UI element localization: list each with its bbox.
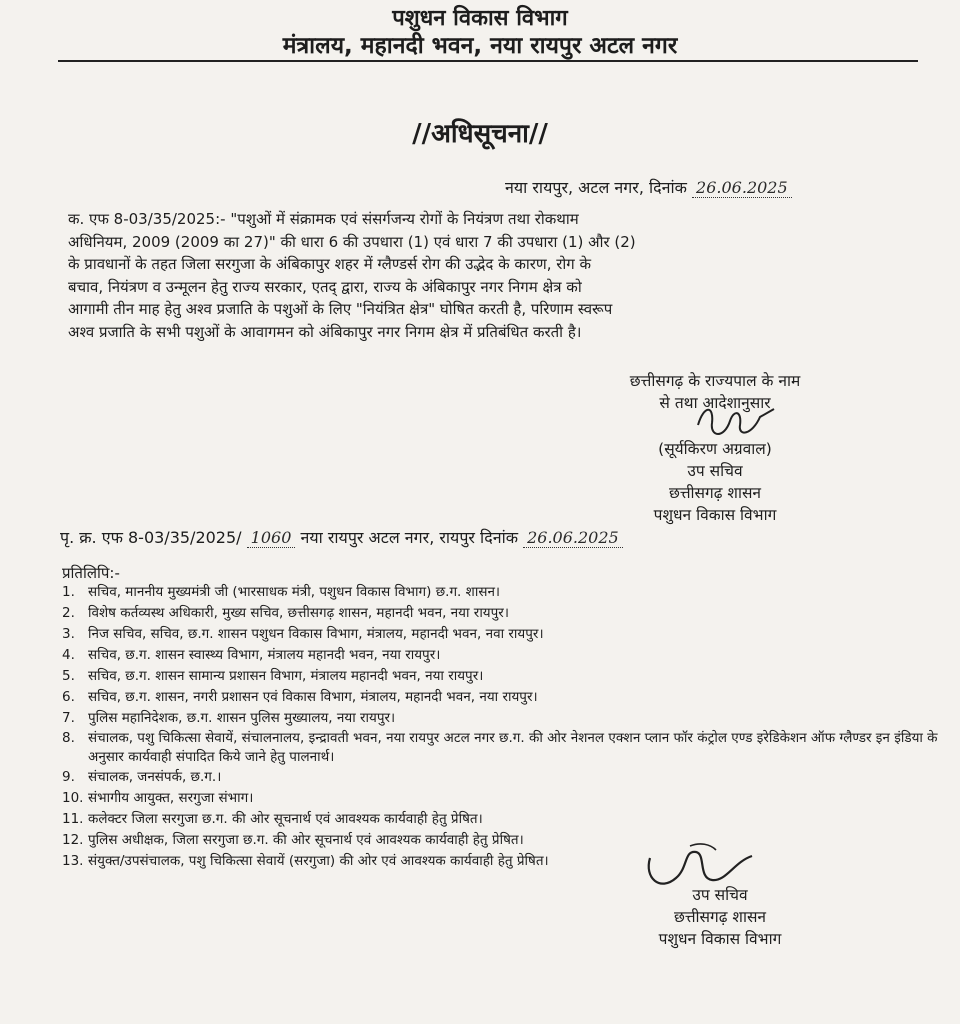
cc-item-num: 10. [62, 790, 84, 806]
notification-title: //अधिसूचना// [412, 119, 548, 149]
cc-list [62, 582, 942, 872]
signatory-2-govt: छत्तीसगढ़ शासन [673, 908, 767, 926]
dateline-text: नया रायपुर, अटल नगर, दिनांक [505, 178, 687, 197]
dateline-date: 26.06.2025 [692, 178, 792, 198]
signatory-block-2 [600, 884, 840, 950]
cc-item [62, 851, 942, 872]
cc-item-num: 13. [62, 853, 84, 869]
signatory-governor-line: छत्तीसगढ़ के राज्यपाल के नाम [629, 372, 801, 390]
cc-item-num: 4. [62, 647, 75, 663]
cc-item [62, 767, 942, 788]
cc-item-num: 9. [62, 769, 75, 785]
cc-item-text: निज सचिव, सचिव, छ.ग. शासन पशुधन विकास विभाग, मंत्रालय, महानदी भवन, नवा रायपुर। [88, 626, 544, 642]
cc-item [62, 809, 942, 830]
signatory-2-dept: पशुधन विकास विभाग [658, 930, 782, 948]
reference-number: 1060 [247, 528, 296, 548]
reference-date: 26.06.2025 [523, 528, 623, 548]
cc-item-text: सचिव, माननीय मुख्यमंत्री जी (भारसाधक मंत्री, पशुधन विकास विभाग) छ.ग. शासन। [88, 584, 501, 600]
body-line: अश्व प्रजाति के सभी पशुओं के आवागमन को अंबिकापुर नगर निगम क्षेत्र में प्रतिबंधित करती है। [68, 322, 582, 341]
cc-item [62, 729, 942, 767]
cc-item-num: 12. [62, 832, 84, 848]
signatory-block-1 [560, 370, 870, 526]
cc-item-text: सचिव, छ.ग. शासन स्वास्थ्य विभाग, मंत्रालय महानदी भवन, नया रायपुर। [88, 647, 441, 663]
cc-item-num: 11. [62, 811, 84, 827]
cc-item [62, 666, 942, 687]
reference-line [60, 526, 930, 548]
cc-item [62, 582, 942, 603]
cc-item-num: 5. [62, 668, 75, 684]
signatory-order-line: से तथा आदेशानुसार [659, 394, 771, 412]
cc-item-text: कलेक्टर जिला सरगुजा छ.ग. की ओर सूचनार्थ एवं आवश्यक कार्यवाही हेतु प्रेषित। [88, 811, 483, 827]
signatory-dept: पशुधन विकास विभाग [653, 506, 777, 524]
cc-item-num: 8. [62, 730, 75, 746]
cc-item [62, 708, 942, 729]
cc-item [62, 830, 942, 851]
cc-item [62, 624, 942, 645]
cc-item-text: पुलिस अधीक्षक, जिला सरगुजा छ.ग. की ओर सूचनार्थ एवं आवश्यक कार्यवाही हेतु प्रेषित। [88, 832, 524, 848]
signatory-designation: उप सचिव [687, 462, 743, 480]
reference-prefix: पृ. क्र. एफ 8-03/35/2025/ [60, 528, 242, 547]
cc-item-num: 3. [62, 626, 75, 642]
cc-item [62, 603, 942, 624]
cc-item [62, 645, 942, 666]
cc-item-text: सचिव, छ.ग. शासन, नगरी प्रशासन एवं विकास विभाग, मंत्रालय, महानदी भवन, नया रायपुर। [88, 689, 538, 705]
notification-body [68, 208, 908, 343]
cc-item [62, 788, 942, 809]
cc-item [62, 687, 942, 708]
cc-item-text: संचालक, जनसंपर्क, छ.ग.। [88, 769, 222, 785]
cc-item-num: 7. [62, 710, 75, 726]
body-line: बचाव, नियंत्रण व उन्मूलन हेतु राज्य सरकार, एतद् द्वारा, राज्य के अंबिकापुर नगर निगम क्षेत्र को [68, 277, 582, 296]
cc-item-text: संभागीय आयुक्त, सरगुजा संभाग। [88, 790, 254, 806]
reference-place: नया रायपुर अटल नगर, रायपुर दिनांक [300, 528, 519, 547]
cc-item-text: विशेष कर्तव्यस्थ अधिकारी, मुख्य सचिव, छत्तीसगढ़ शासन, महानदी भवन, नया रायपुर। [88, 605, 509, 621]
dateline [505, 176, 792, 198]
signatory-name: (सूर्यकिरण अग्रवाल) [658, 440, 772, 458]
cc-item-num: 1. [62, 584, 75, 600]
signatory-govt: छत्तीसगढ़ शासन [668, 484, 762, 502]
cc-item-text: सचिव, छ.ग. शासन सामान्य प्रशासन विभाग, मंत्रालय महानदी भवन, नया रायपुर। [88, 668, 484, 684]
ministry-address: मंत्रालय, महानदी भवन, नया रायपुर अटल नगर [282, 33, 678, 59]
cc-item-text: पुलिस महानिदेशक, छ.ग. शासन पुलिस मुख्यालय, नया रायपुर। [88, 710, 396, 726]
cc-item-text: संयुक्त/उपसंचालक, पशु चिकित्सा सेवायें (सरगुजा) की ओर एवं आवश्यक कार्यवाही हेतु प्रेषित। [88, 853, 549, 869]
cc-item-text: संचालक, पशु चिकित्सा सेवायें, संचालनालय, इन्द्रावती भवन, नया रायपुर अटल नगर छ.ग. की ओर नेशनल एक्शन प्लान फॉर कंट्रोल एण्ड इरेडिकेशन ऑफ ग्लैण्डर इन इंडिया के अनुसार कार्यवाही संपादित किये जाने हेतु पालनार्थ। [88, 730, 938, 765]
header-divider [58, 60, 918, 62]
body-line: क. एफ 8-03/35/2025:- "पशुओं में संक्रामक एवं संसर्गजन्य रोगों के नियंत्रण तथा रोकथाम [68, 210, 579, 228]
department-heading: पशुधन विकास विभाग [392, 6, 568, 31]
cc-heading: प्रतिलिपि:- [62, 564, 120, 582]
body-line: के प्रावधानों के तहत जिला सरगुजा के अंबिकापुर शहर में ग्लैण्डर्स रोग की उद्भेद के कारण, रोग के [68, 255, 592, 273]
body-line: आगामी तीन माह हेतु अश्व प्रजाति के पशुओं के लिए "नियंत्रित क्षेत्र" घोषित करती है, परिणाम स्वरूप [68, 300, 613, 318]
signatory-2-designation: उप सचिव [692, 886, 748, 904]
cc-item-num: 6. [62, 689, 75, 705]
cc-item-num: 2. [62, 605, 75, 621]
body-line: अधिनियम, 2009 (2009 का 27)" की धारा 6 की उपधारा (1) एवं धारा 7 की उपधारा (1) और (2) [68, 232, 636, 251]
